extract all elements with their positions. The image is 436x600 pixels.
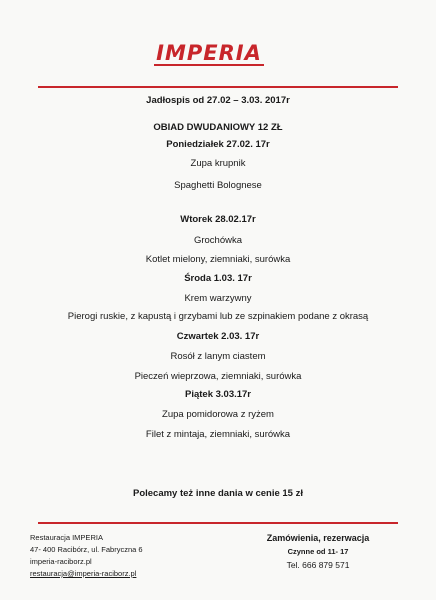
dish-friday-main: Filet z mintaja, ziemniaki, surówka (145, 429, 291, 440)
day-monday: Poniedziałek 27.02. 17r (166, 139, 270, 150)
day-wednesday: Środa 1.03. 17r (184, 273, 252, 284)
footer-website: imperia-raciborz.pl (30, 557, 92, 566)
logo-text: IMPERIA (156, 41, 262, 65)
dish-tuesday-soup: Grochówka (193, 235, 243, 246)
dish-monday-soup: Zupa krupnik (190, 158, 246, 169)
footer-email: restauracja@imperia-raciborz.pl (30, 569, 137, 578)
bottom-divider (38, 522, 398, 524)
footer-phone: Tel. 666 879 571 (286, 560, 350, 570)
dish-wednesday-main: Pierogi ruskie, z kapustą i grzybami lub ze szpinakiem podane z okrasą (67, 311, 369, 322)
day-tuesday: Wtorek 28.02.17r (180, 214, 256, 225)
footer-hours: Czynne od 11- 17 (287, 547, 349, 556)
menu-subheader: OBIAD DWUDANIOWY 12 ZŁ (153, 122, 283, 133)
footer-left (30, 533, 143, 579)
dish-wednesday-soup: Krem warzywny (184, 293, 252, 304)
dish-thursday-main: Pieczeń wieprzowa, ziemniaki, surówka (134, 371, 302, 382)
dish-tuesday-main: Kotlet mielony, ziemniaki, surówka (145, 254, 291, 265)
day-thursday: Czwartek 2.03. 17r (176, 331, 260, 342)
recommend-line: Polecamy też inne dania w cenie 15 zł (132, 488, 303, 499)
top-divider (38, 86, 398, 88)
footer-address: 47- 400 Racibórz, ul. Fabryczna 6 (30, 545, 143, 554)
footer-orders-title: Zamówienia, rezerwacja (266, 533, 370, 543)
imperia-logo (150, 40, 268, 68)
dish-monday-main: Spaghetti Bolognese (174, 180, 262, 191)
footer-restaurant-name: Restauracja IMPERIA (30, 533, 103, 542)
footer-right (243, 532, 393, 570)
dish-thursday-soup: Rosół z lanym ciastem (170, 351, 266, 362)
day-friday: Piątek 3.03.17r (184, 389, 252, 400)
dish-friday-soup: Zupa pomidorowa z ryżem (162, 409, 274, 420)
menu-header: Jadłospis od 27.02 – 3.03. 2017r (146, 95, 290, 106)
